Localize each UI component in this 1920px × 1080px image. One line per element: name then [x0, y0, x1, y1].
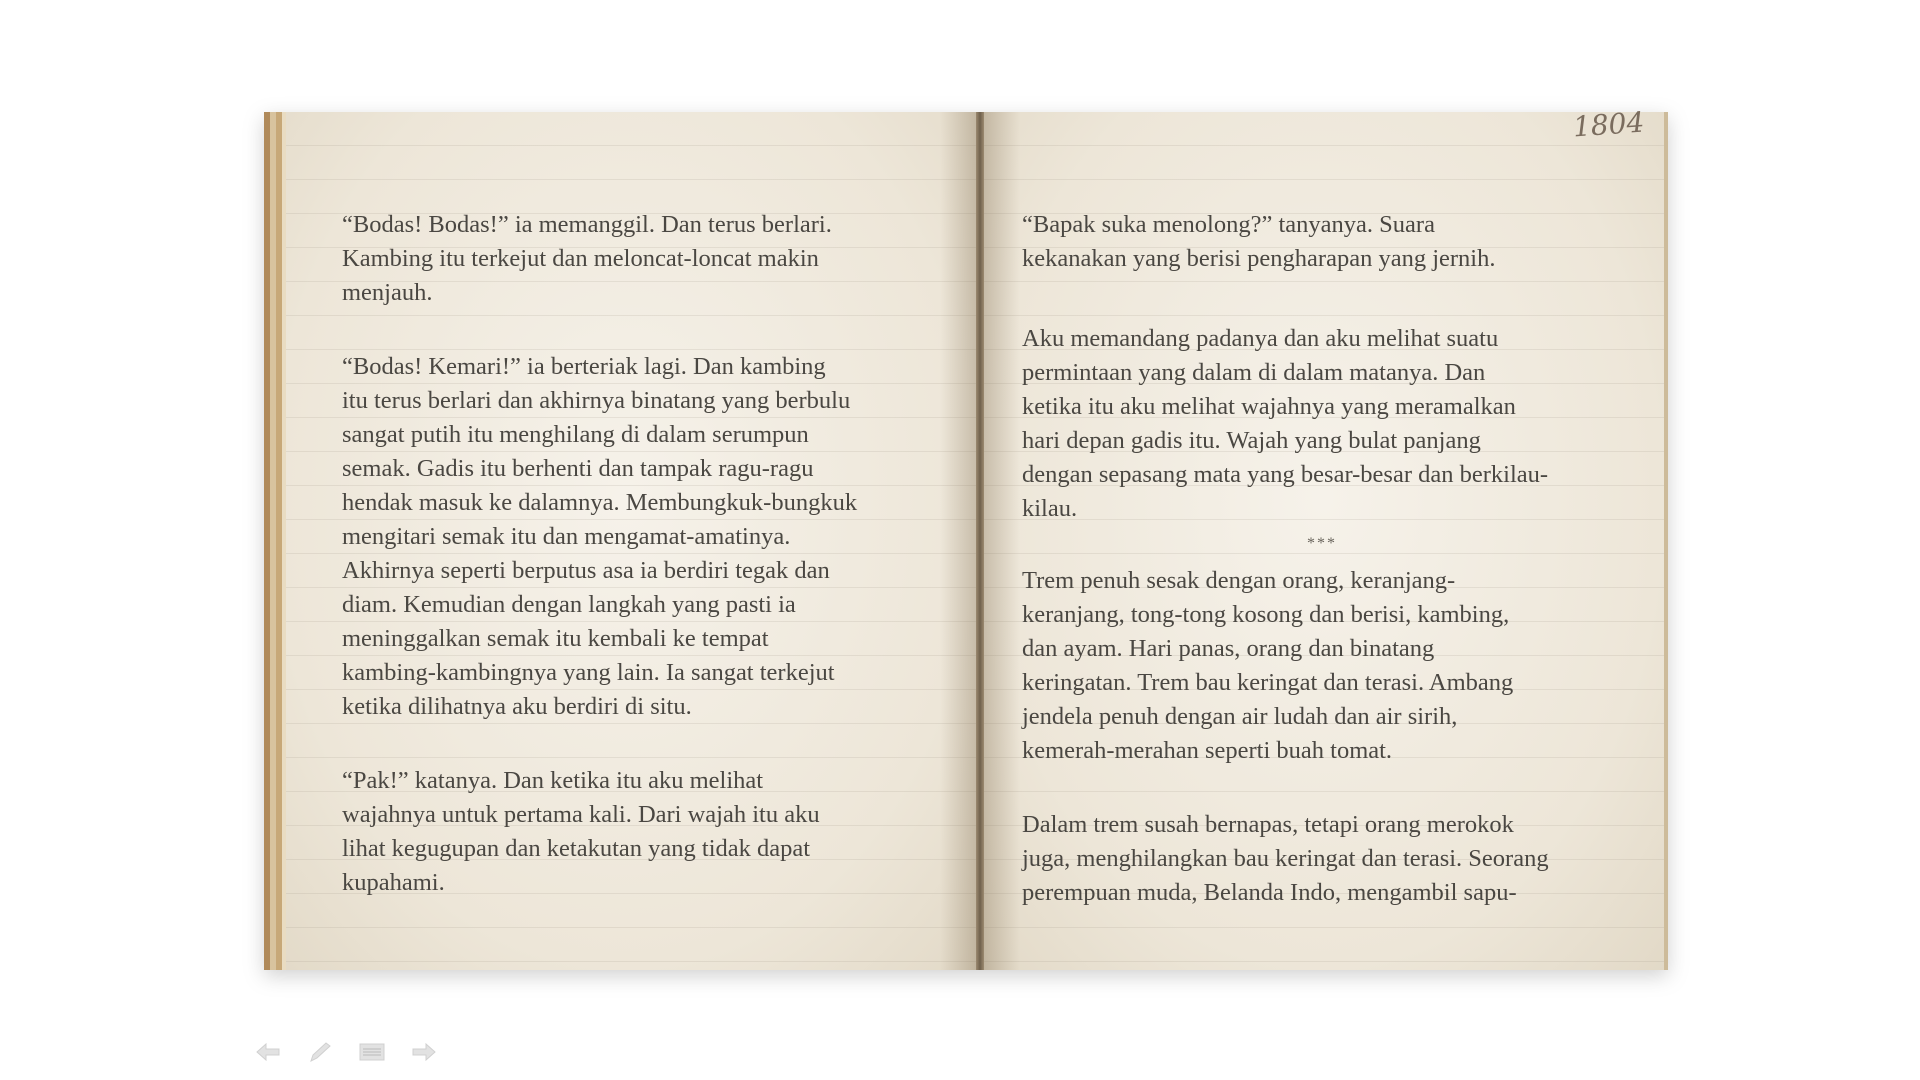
left-paragraph-3: “Pak!” katanya. Dan ketika itu aku melihat wajahnya untuk pertama kali. Dari wajah itu aku lihat kegugupan dan ketakutan yang tidak dapat kupahami. [342, 767, 820, 896]
menu-button[interactable] [358, 1040, 386, 1064]
annotate-button[interactable] [306, 1040, 334, 1064]
section-separator: *** [1307, 535, 1337, 552]
left-paragraph-2: “Bodas! Kemari!” ia berteriak lagi. Dan kambing itu terus berlari dan akhirnya binatang yang berbulu sangat putih itu menghilang di dalam serumpun semak. Gadis itu berhenti dan tampak ragu-ragu hendak masuk ke dalamnya. Membungkuk-bungkuk mengitari semak itu dan mengamat-amatinya. Akhirnya seperti berputus asa ia berdiri tegak dan diam. Kemudian dengan langkah yang pasti ia meninggalkan semak itu kembali ke tempat kambing-kambingnya yang lain. Ia sangat terkejut ketika dilihatnya aku berdiri di situ. [342, 353, 858, 720]
left-page [264, 112, 980, 970]
left-paragraph-1: “Bodas! Bodas!” ia memanggil. Dan terus berlari. Kambing itu terkejut dan meloncat-loncat makin menjauh. [342, 211, 832, 306]
previous-page-button[interactable] [254, 1040, 282, 1064]
page-number: 1804 [1571, 105, 1646, 144]
right-paragraph-1: “Bapak suka menolong?” tanyanya. Suara kekanakan yang berisi pengharapan yang jernih. [1022, 211, 1496, 272]
right-page-text [1022, 208, 1622, 910]
next-page-button[interactable] [410, 1040, 438, 1064]
open-book [264, 105, 1668, 970]
right-paragraph-2: Aku memandang padanya dan aku melihat suatu permintaan yang dalam di dalam matanya. Dan ketika itu aku melihat wajahnya yang meramalkan hari depan gadis itu. Wajah yang bulat panjang dengan sepasang mata yang besar-besar dan berkilau- kilau. [1022, 325, 1549, 522]
left-page-text [342, 208, 942, 900]
menu-icon [359, 1042, 385, 1062]
right-page [980, 105, 1668, 970]
next-arrow-icon [411, 1042, 437, 1062]
viewer-toolbar [254, 1040, 438, 1064]
book-spine [976, 112, 984, 970]
right-paragraph-3: Trem penuh sesak dengan orang, keranjang- keranjang, tong-tong kosong dan berisi, kambing, dan ayam. Hari panas, orang dan binatang keringatan. Trem bau keringat dan terasi. Ambang jendela penuh dengan air ludah dan air sirih, kemerah-merahan seperti buah tomat. [1022, 567, 1514, 764]
previous-arrow-icon [255, 1042, 281, 1062]
right-paragraph-4: Dalam trem susah bernapas, tetapi orang merokok juga, menghilangkan bau keringat dan terasi. Seorang perempuan muda, Belanda Indo, mengambil sapu- [1022, 811, 1549, 906]
pen-icon [308, 1041, 332, 1063]
